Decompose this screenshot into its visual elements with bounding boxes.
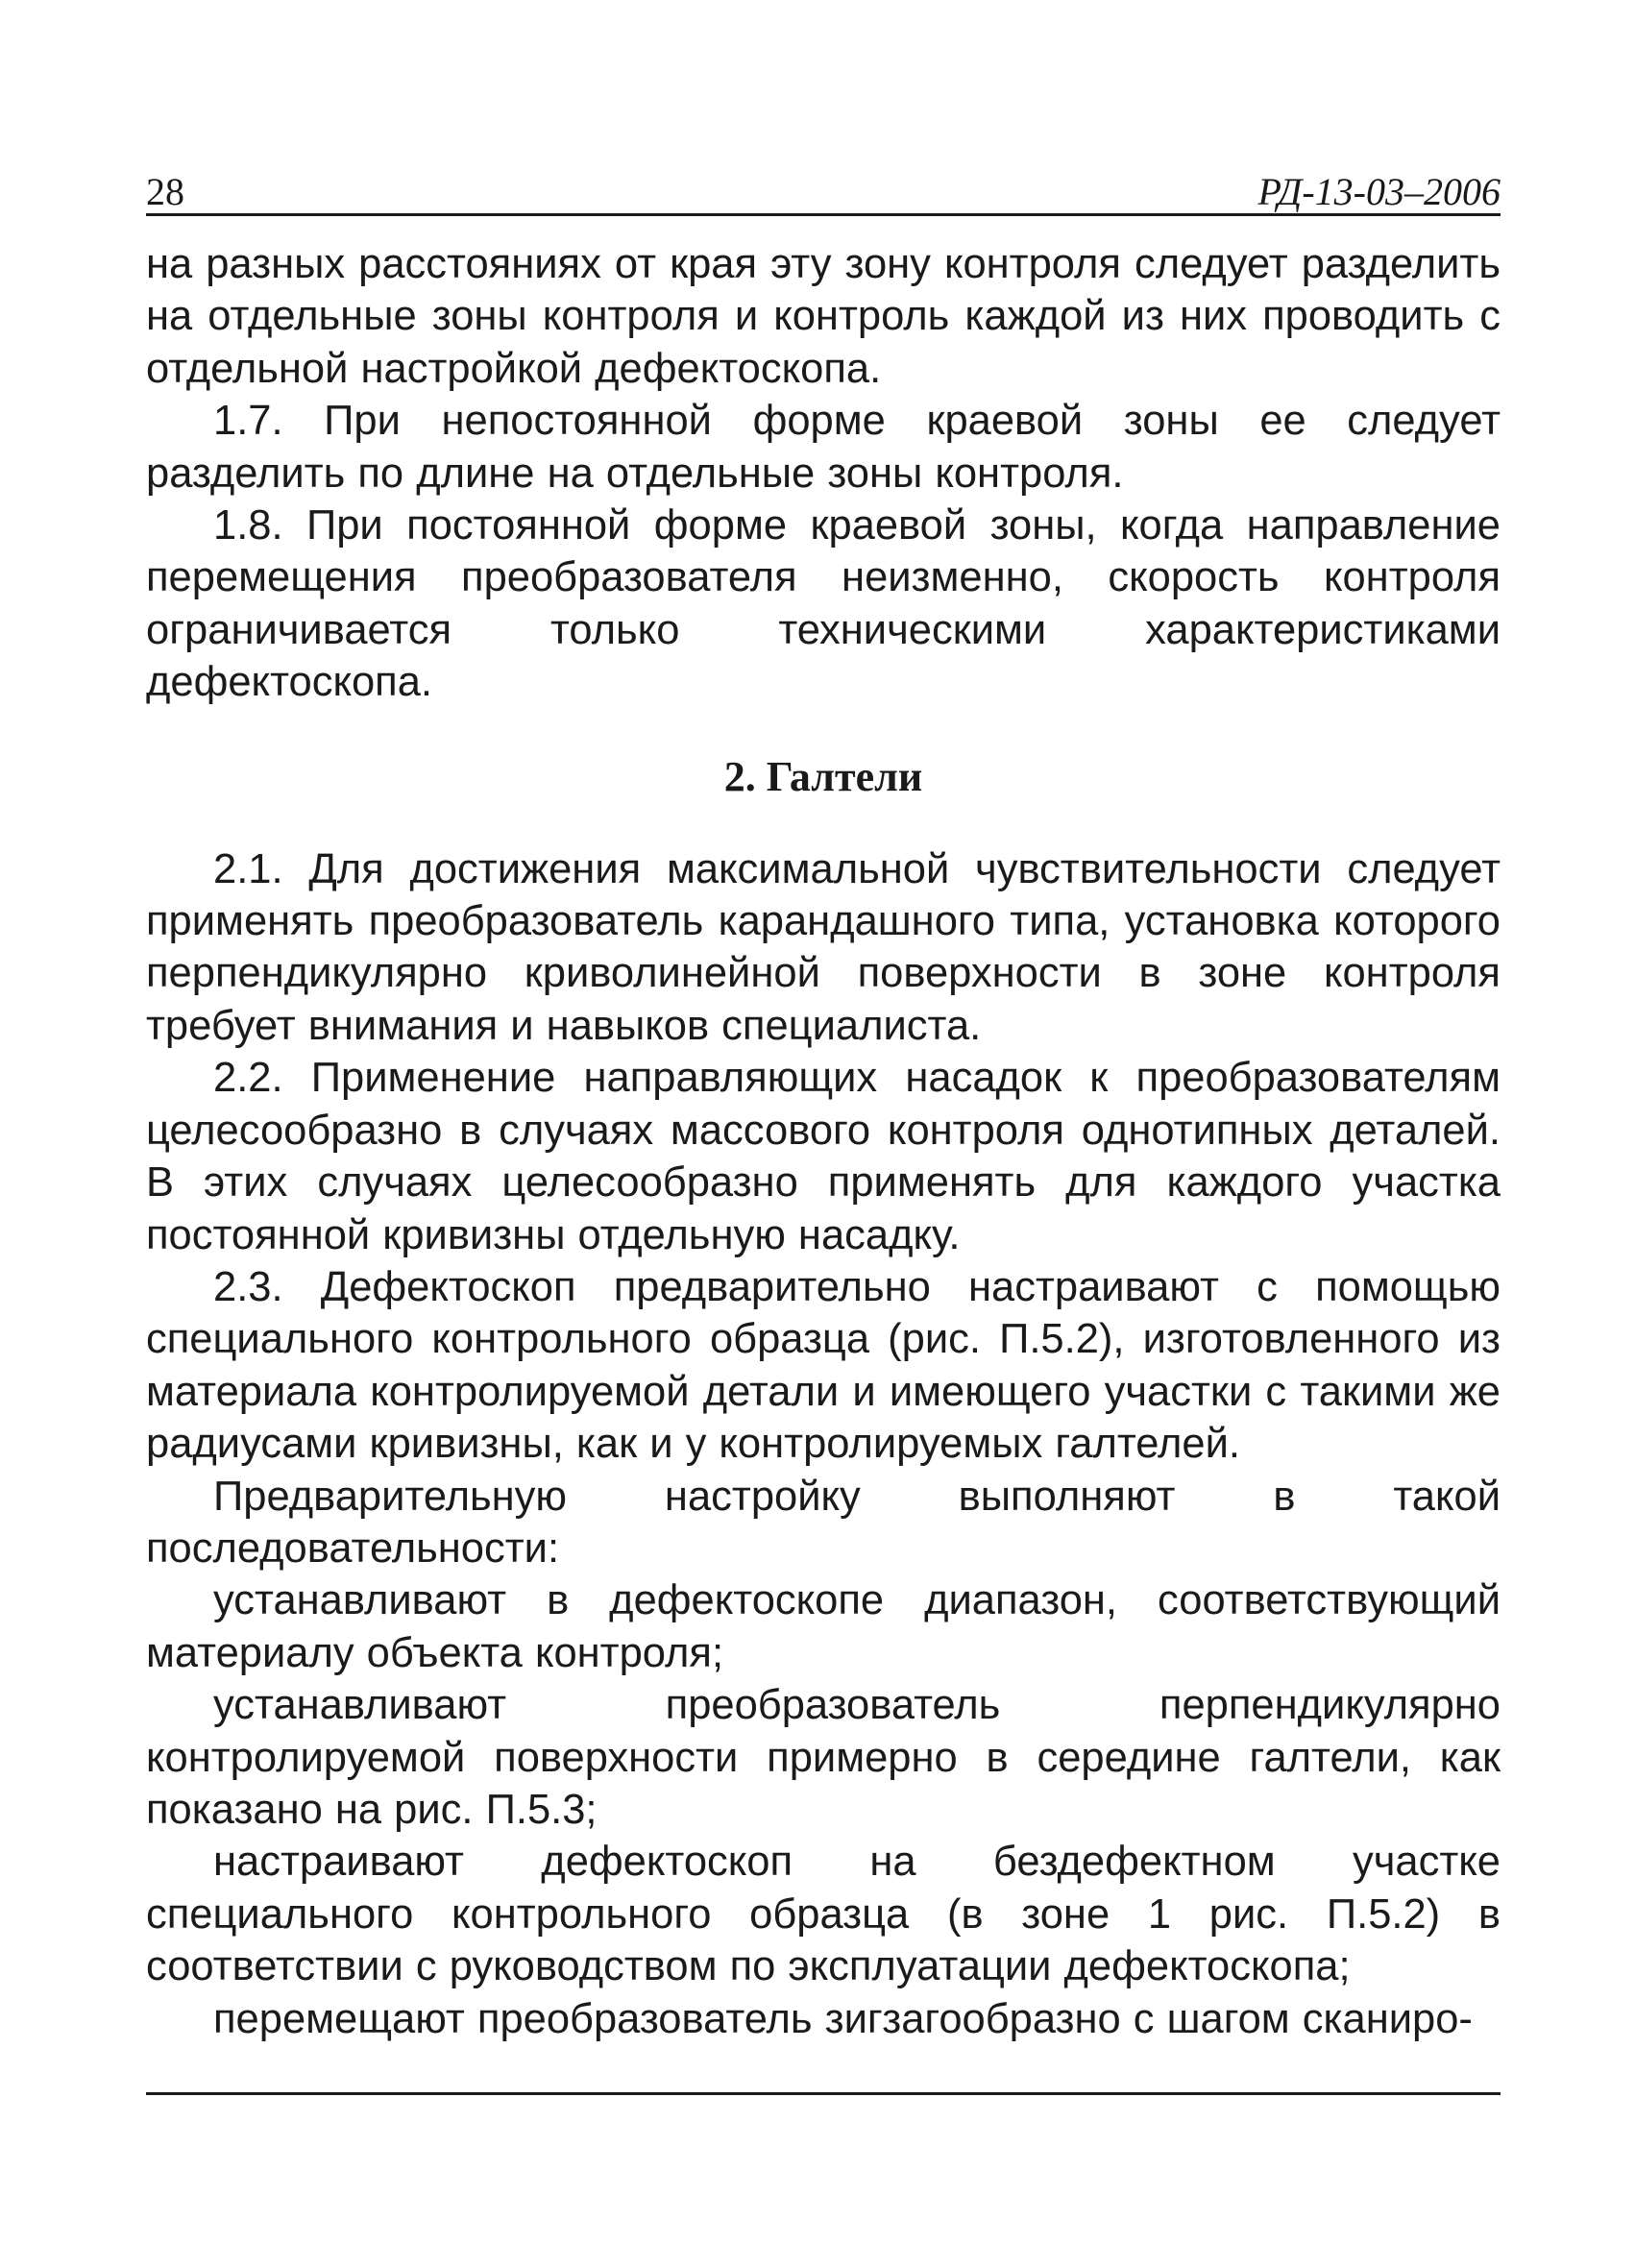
paragraph-1-7: 1.7. При непостоянной форме краевой зоны ее следует разделить по длине на отдельные зоны контроля. [146,398,1501,497]
paragraph-step-calibrate: настраивают дефектоскоп на бездефектном участке специального контрольного образца (в зоне 1 рис. П.5.2) в соответствии с руководством по эксплуатации дефектоскопа; [146,1839,1501,1990]
paragraph-step-range: устанавливают в дефектоскопе диапазон, соответствующий материалу объекта контроля; [146,1577,1501,1676]
page-body [146,238,1501,2045]
section-heading: 2. Галтели [723,752,923,800]
paragraph-1-8: 1.8. При постоянной форме краевой зоны, когда направление перемещения преобразователя неизменно, скорость контроля ограничивается только техническими характеристиками дефектоскопа. [146,502,1501,706]
page-header [146,163,1501,216]
paragraph-setup-intro: Предварительную настройку выполняют в такой последовательности: [146,1473,1501,1572]
footer-divider [146,2092,1501,2095]
paragraph-2-2: 2.2. Применение направляющих насадок к преобразователям целесообразно в случаях массового контроля однотипных деталей. В этих случаях целесообразно применять для каждого участка постоянной кривизны отдельную насадку. [146,1055,1501,1258]
document-code: РД-13-03–2006 [1257,170,1501,213]
paragraph-step-position: устанавливают преобразователь перпендикулярно контролируемой поверхности примерно в середине галтели, как показано на рис. П.5.3; [146,1682,1501,1833]
paragraph-continuation: на разных расстояниях от края эту зону контроля следует разделить на отдельные зоны контроля и контроль каждой из них проводить с отдельной настройкой дефектоскопа. [146,241,1501,392]
paragraph-2-1: 2.1. Для достижения максимальной чувствительности следует применять преобразователь карандашного типа, установка которого перпендикулярно криволинейной поверхности в зоне контроля требует внимания и навыков специалиста. [146,845,1501,1049]
paragraph-2-3: 2.3. Дефектоскоп предварительно настраивают с помощью специального контрольного образца (рис. П.5.2), изготовленного из материала контролируемой детали и имеющего участки с такими же радиусами кривизны, как и у контролируемых галтелей. [146,1263,1501,1468]
paragraph-step-scan: перемещают преобразователь зигзагообразно с шагом сканиро- [213,1995,1473,2042]
page-number: 28 [146,170,184,213]
